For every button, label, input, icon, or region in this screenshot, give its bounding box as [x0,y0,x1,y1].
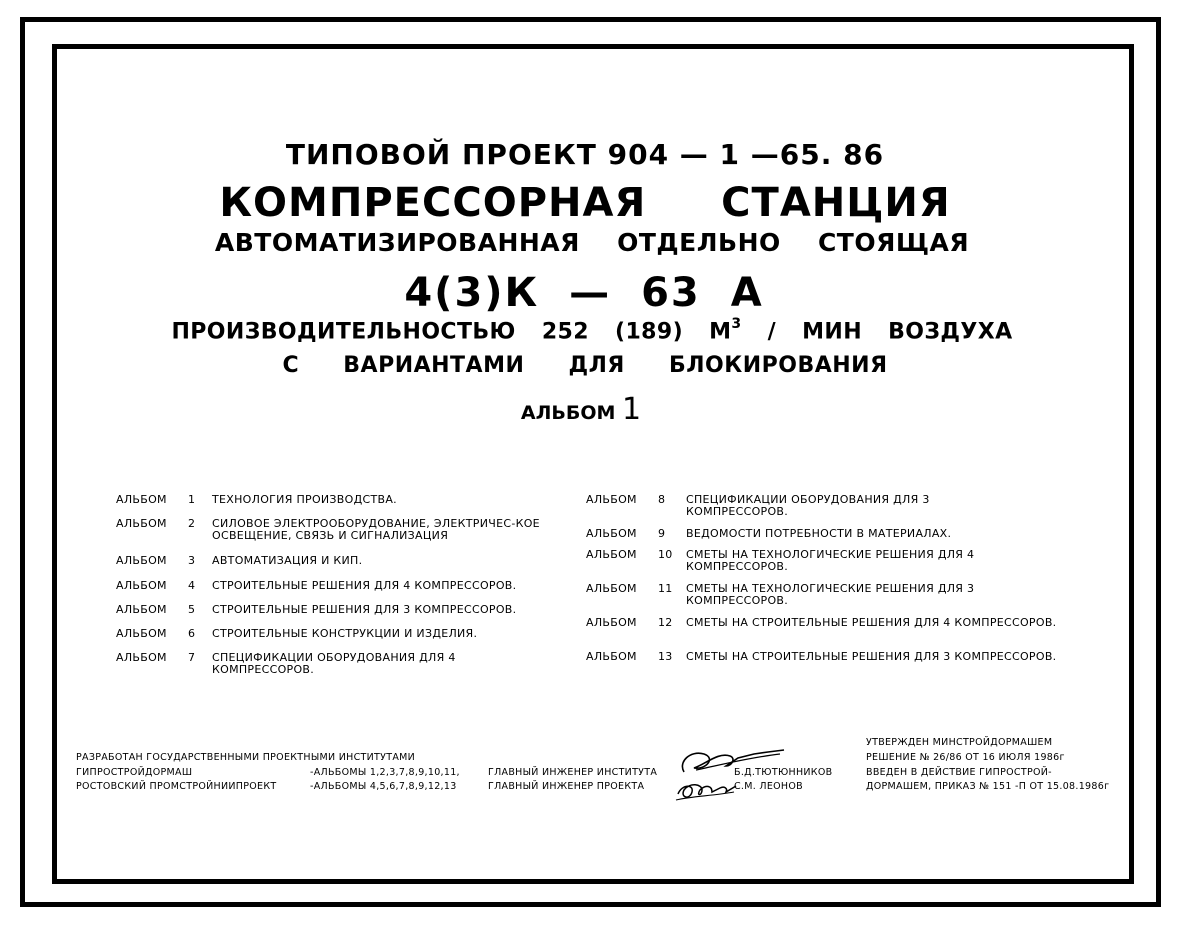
album-number: 5 [188,603,196,616]
album-number: 11 [658,582,673,595]
approved-line-2: РЕШЕНИЕ № 26/86 ОТ 16 ИЮЛЯ 1986г [866,752,1065,763]
chief-engineer-institute-name: Б.Д.ТЮТЮННИКОВ [734,767,833,778]
capacity-prefix: ПРОИЗВОДИТЕЛЬНОСТЬЮ 252 (189) М [171,319,732,345]
capacity-line [0,318,1184,344]
album-description: СМЕТЫ НА СТРОИТЕЛЬНЫЕ РЕШЕНИЯ ДЛЯ 4 КОМПРЕССОРОВ. [686,616,1057,629]
album-label: АЛЬБОМ [116,579,167,592]
album-label: АЛЬБОМ [116,651,167,664]
album-number: 9 [658,527,666,540]
chief-engineer-project-name: С.М. ЛЕОНОВ [734,781,803,792]
album-description: ВЕДОМОСТИ ПОТРЕБНОСТИ В МАТЕРИАЛАХ. [686,527,952,540]
album-heading-word: АЛЬБОМ [520,402,616,424]
album-number: 8 [658,493,666,506]
album-label: АЛЬБОМ [586,582,637,595]
approved-line-4: ДОРМАШЕМ, ПРИКАЗ № 151 -П ОТ 15.08.1986г [866,781,1110,792]
album-number: 6 [188,627,196,640]
album-label: АЛЬБОМ [116,554,167,567]
org2-albums: -АЛЬБОМЫ 4,5,6,7,8,9,12,13 [310,781,457,792]
album-description: СПЕЦИФИКАЦИИ ОБОРУДОВАНИЯ ДЛЯ 3 КОМПРЕССОРОВ. [686,493,930,518]
album-label: АЛЬБОМ [586,616,637,629]
album-description: СТРОИТЕЛЬНЫЕ РЕШЕНИЯ ДЛЯ 3 КОМПРЕССОРОВ. [212,603,517,616]
signature-tyutyunnikov [676,744,788,780]
album-number: 1 [188,493,196,506]
org1-albums: -АЛЬБОМЫ 1,2,3,7,8,9,10,11, [310,767,460,778]
album-number: 2 [188,517,196,530]
variants-line: С ВАРИАНТАМИ ДЛЯ БЛОКИРОВАНИЯ [282,353,888,378]
album-label: АЛЬБОМ [586,527,637,540]
project-number-title: ТИПОВОЙ ПРОЕКТ 904 — 1 —65. 86 [285,138,885,171]
album-description: СПЕЦИФИКАЦИИ ОБОРУДОВАНИЯ ДЛЯ 4 КОМПРЕССОРОВ. [212,651,456,676]
album-number: 4 [188,579,196,592]
capacity-sup: 3 [731,316,742,332]
chief-engineer-project-label: ГЛАВНЫЙ ИНЖЕНЕР ПРОЕКТА [488,781,645,792]
album-label: АЛЬБОМ [116,627,167,640]
album-number: 3 [188,554,196,567]
album-description: СИЛОВОЕ ЭЛЕКТРООБОРУДОВАНИЕ, ЭЛЕКТРИЧЕС-КОЕ ОСВЕЩЕНИЕ, СВЯЗЬ И СИГНАЛИЗАЦИЯ [212,517,540,542]
album-label: АЛЬБОМ [586,493,637,506]
station-title: КОМПРЕССОРНАЯ СТАНЦИЯ [219,180,951,226]
album-description: СМЕТЫ НА ТЕХНОЛОГИЧЕСКИЕ РЕШЕНИЯ ДЛЯ 4 КОМПРЕССОРОВ. [686,548,975,573]
album-heading-num: 1 [622,392,642,427]
model-title: 4(3)К — 63 А [404,270,764,316]
album-label: АЛЬБОМ [586,548,637,561]
album-description: СТРОИТЕЛЬНЫЕ КОНСТРУКЦИИ И ИЗДЕЛИЯ. [212,627,478,640]
album-description: СМЕТЫ НА СТРОИТЕЛЬНЫЕ РЕШЕНИЯ ДЛЯ 3 КОМПРЕССОРОВ. [686,650,1057,663]
album-number: 7 [188,651,196,664]
approved-line-1: УТВЕРЖДЕН МИНСТРОЙДОРМАШЕМ [866,737,1053,748]
album-number: 12 [658,616,673,629]
capacity-suffix: / МИН ВОЗДУХА [741,319,1013,345]
album-label: АЛЬБОМ [116,493,167,506]
album-heading [0,392,1173,427]
album-number: 13 [658,650,673,663]
signature-leonov [672,778,742,804]
album-number: 10 [658,548,673,561]
album-label: АЛЬБОМ [116,603,167,616]
station-subtitle: АВТОМАТИЗИРОВАННАЯ ОТДЕЛЬНО СТОЯЩАЯ [214,228,970,257]
chief-engineer-institute-label: ГЛАВНЫЙ ИНЖЕНЕР ИНСТИТУТА [488,767,658,778]
developed-by-text: РАЗРАБОТАН ГОСУДАРСТВЕННЫМИ ПРОЕКТНЫМИ ИНСТИТУТАМИ [76,752,416,763]
album-description: СМЕТЫ НА ТЕХНОЛОГИЧЕСКИЕ РЕШЕНИЯ ДЛЯ 3 КОМПРЕССОРОВ. [686,582,975,607]
album-label: АЛЬБОМ [116,517,167,530]
album-description: ТЕХНОЛОГИЯ ПРОИЗВОДСТВА. [212,493,397,506]
album-label: АЛЬБОМ [586,650,637,663]
approved-line-3: ВВЕДЕН В ДЕЙСТВИЕ ГИПРОСТРОЙ- [866,767,1052,778]
album-description: СТРОИТЕЛЬНЫЕ РЕШЕНИЯ ДЛЯ 4 КОМПРЕССОРОВ. [212,579,517,592]
org1-name: ГИПРОСТРОЙДОРМАШ [76,767,193,778]
org2-name: РОСТОВСКИЙ ПРОМСТРОЙНИИПРОЕКТ [76,781,277,792]
album-description: АВТОМАТИЗАЦИЯ И КИП. [212,554,363,567]
